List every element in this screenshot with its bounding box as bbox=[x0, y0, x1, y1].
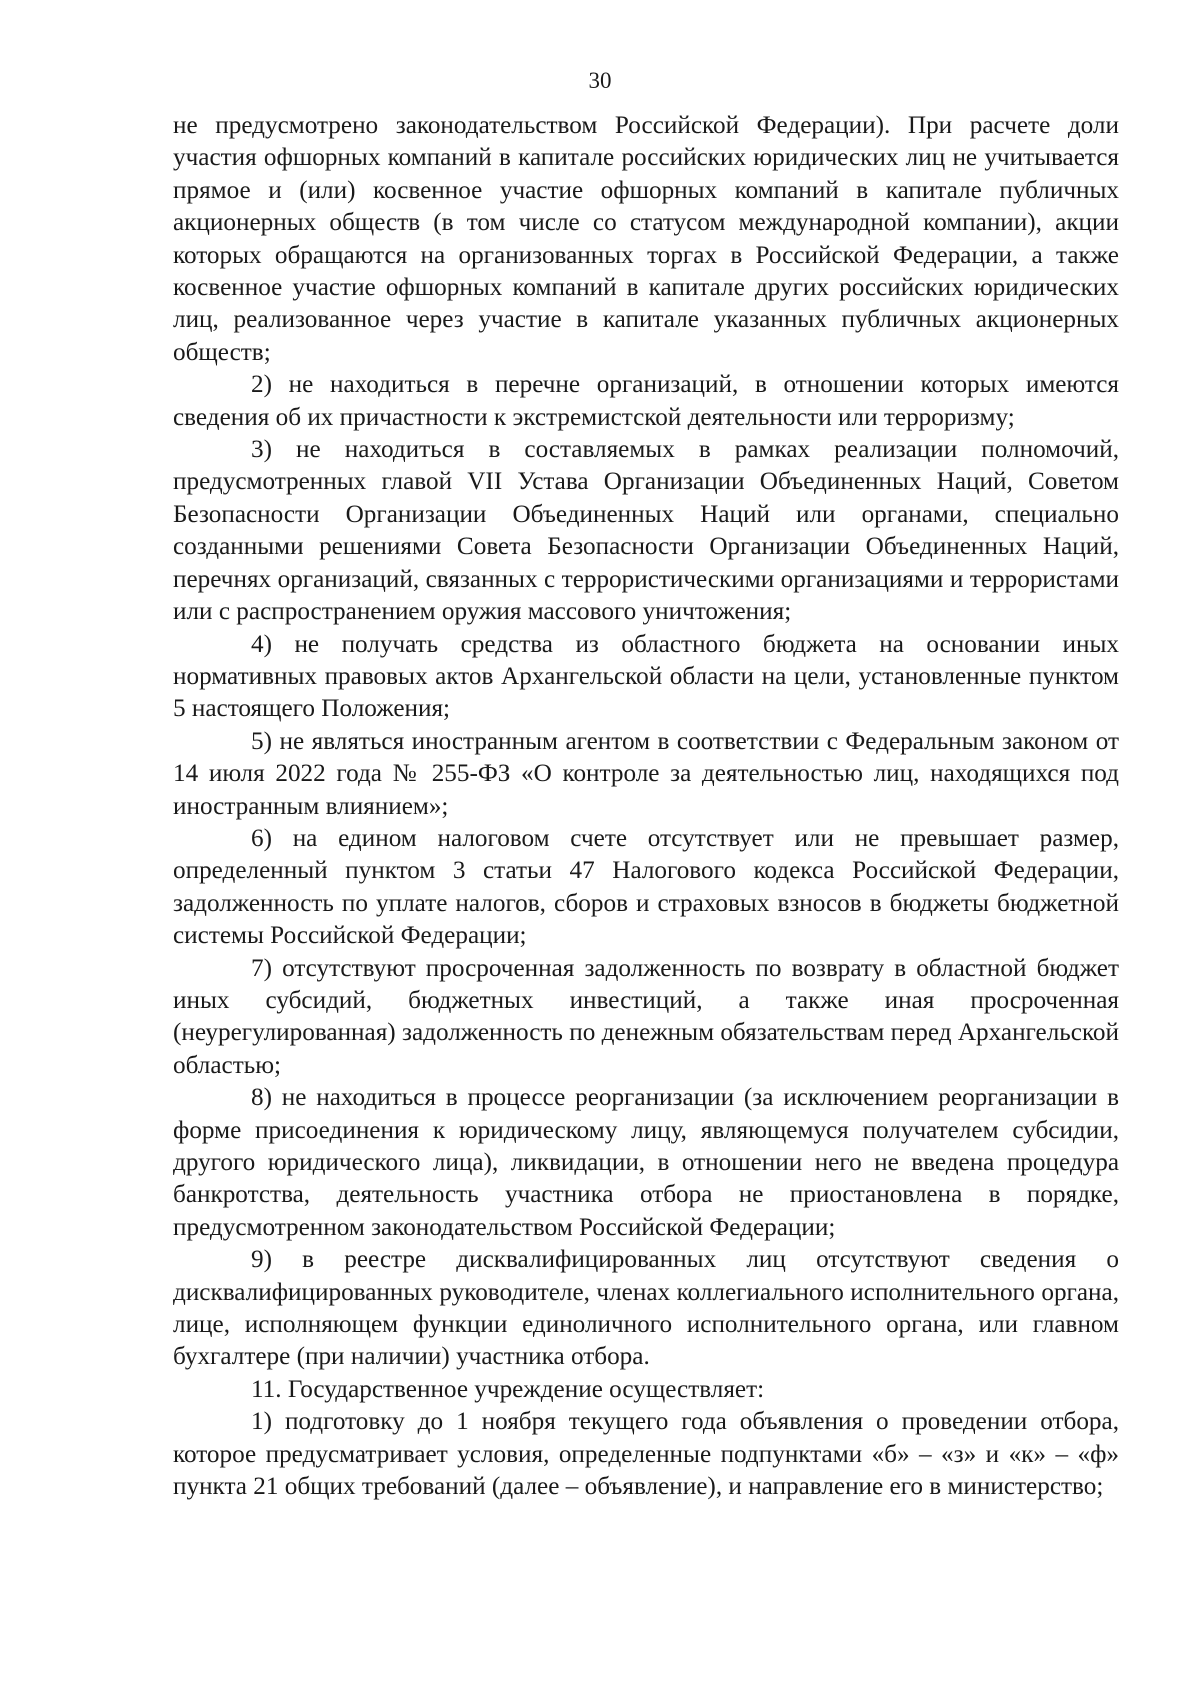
document-body bbox=[173, 110, 1119, 1503]
list-item-5: 5) не являться иностранным агентом в соответствии с Федеральным законом от 14 июля 2022 года № 255-ФЗ «О контроле за деятельностью лиц, находящихся под иностранным влиянием»; bbox=[173, 727, 1119, 820]
list-item-3: 3) не находиться в составляемых в рамках реализации полномочий, предусмотренных главой VII Устава Организации Объединенных Наций, Советом Безопасности Организации Объединенных Наций или органами, специально созданными решениями Совета Безопасности Организации Объединенных Наций, перечнях организаций, связанных с террористическими организациями и террористами или с распространением оружия массового уничтожения; bbox=[173, 436, 1119, 626]
list-item-6: 6) на едином налоговом счете отсутствует или не превышает размер, определенный пунктом 3 статьи 47 Налогового кодекса Российской Федерации, задолженность по уплате налогов, сборов и страховых взносов в бюджеты бюджетной системы Российской Федерации; bbox=[173, 824, 1119, 950]
paragraph-continuation: не предусмотрено законодательством Российской Федерации). При расчете доли участия офшорных компаний в капитале российских юридических лиц не учитывается прямое и (или) косвенное участие офшорных компаний в капитале публичных акционерных обществ (в том числе со статусом международной компании), акции которых обращаются на организованных торгах в Российской Федерации, а также косвенное участие офшорных компаний в капитале других российских юридических лиц, реализованное через участие в капитале указанных публичных акционерных обществ; bbox=[173, 112, 1119, 366]
section-11-item-1: 1) подготовку до 1 ноября текущего года объявления о проведении отбора, которое предусматривает условия, определенные подпунктами «б» – «з» и «к» – «ф» пункта 21 общих требований (далее – объявление), и направление его в министерство; bbox=[173, 1408, 1119, 1501]
page-number: 30 bbox=[588, 68, 612, 93]
list-item-4: 4) не получать средства из областного бюджета на основании иных нормативных правовых актов Архангельской области на цели, установленные пунктом 5 настоящего Положения; bbox=[173, 630, 1119, 723]
list-item-2: 2) не находиться в перечне организаций, в отношении которых имеются сведения об их причастности к экстремистской деятельности или терроризму; bbox=[173, 371, 1119, 431]
list-item-9: 9) в реестре дисквалифицированных лиц отсутствуют сведения о дисквалифицированных руководителе, членах коллегиального исполнительного органа, лице, исполняющем функции единоличного исполнительного органа, или главном бухгалтере (при наличии) участника отбора. bbox=[173, 1246, 1119, 1371]
section-11-heading: 11. Государственное учреждение осуществляет: bbox=[251, 1375, 765, 1403]
list-item-8: 8) не находиться в процессе реорганизации (за исключением реорганизации в форме присоединения к юридическому лицу, являющемуся получателем субсидии, другого юридического лица), ликвидации, в отношении него не введена процедура банкротства, деятельность участника отбора не приостановлена в порядке, предусмотренном законодательством Российской Федерации; bbox=[173, 1084, 1119, 1241]
list-item-7: 7) отсутствуют просроченная задолженность по возврату в областной бюджет иных субсидий, бюджетных инвестиций, а также иная просроченная (неурегулированная) задолженность по денежным обязательствам перед Архангельской областью; bbox=[173, 954, 1119, 1079]
